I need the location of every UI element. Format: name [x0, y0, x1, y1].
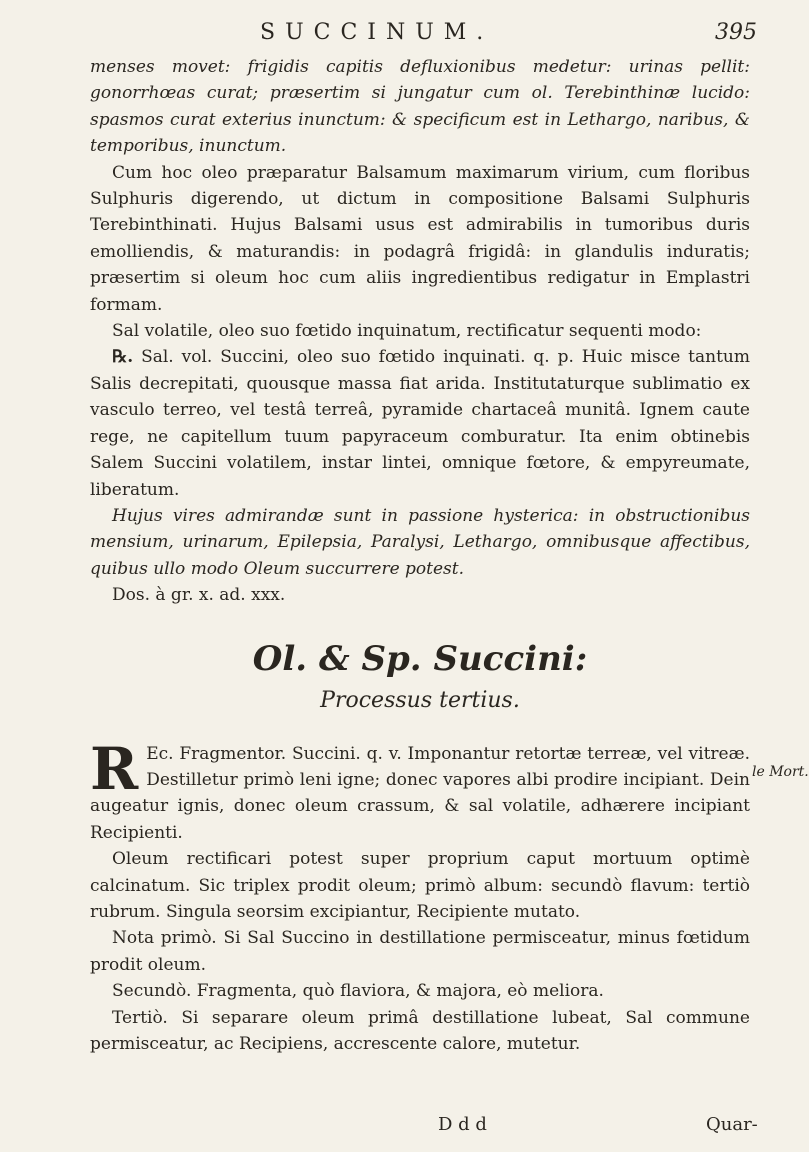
- process-first-paragraph: [90, 734, 750, 847]
- process-first-text: Ec. Fragmentor. Succini. q. v. Imponantur retortæ terreæ, vel vitreæ. Destilletur primò leni igne; donec vapores albi prodire incipiant. Dein augeatur ignis, donec oleum crassum, & sal volatile, adhærere incipiant Recipienti.: [90, 743, 750, 843]
- note-first-paragraph: Nota primò. Si Sal Succino in destillatione permisceatur, minus fœtidum prodit oleum.: [90, 928, 750, 975]
- running-header: [0, 16, 800, 56]
- note-second-paragraph: Secundò. Fragmenta, quò flaviora, & majora, eò meliora.: [112, 981, 604, 1002]
- running-title: SUCCINUM.: [260, 20, 494, 45]
- virtues-paragraph: Hujus vires admirandæ sunt in passione hysterica: in obstructionibus mensium, urinarum, Epilepsia, Paralysi, Lethargo, omnibusque affectibus, quibus ullo modo Oleum succurrere potest.: [90, 505, 750, 579]
- dose-line: Dos. à gr. x. ad. xxx.: [112, 585, 286, 606]
- section-title: Ol. & Sp. Succini:: [252, 638, 588, 679]
- margin-note: le Mort.: [752, 764, 809, 780]
- catchword: Quar-: [706, 1114, 758, 1135]
- balsam-paragraph: Cum hoc oleo præparatur Balsamum maximarum virium, cum floribus Sulphuris digerendo, ut dictum in compositione Balsami Sulphuris Terebinthinati. Hujus Balsami usus est admirabilis in tumoribus duris emolliendis, & maturandis: in podagrâ frigidâ: in glandulis induratis; præsertim si oleum hoc cum aliis ingredientibus redigatur in Emplastri formam.: [90, 162, 750, 315]
- intro-paragraph: menses movet: frigidis capitis defluxionibus medetur: urinas pellit: gonorrhœas curat; præsertim si jungatur cum ol. Terebinthinæ lucido: spasmos curat exterius inunctum: & specificum est in Lethargo, naribus, & temporibus, inunctum.: [90, 57, 750, 157]
- salt-rectification-paragraph: Sal volatile, oleo suo fœtido inquinatum, rectificatur sequenti modo:: [112, 321, 702, 342]
- rectification-paragraph: Oleum rectificari potest super proprium caput mortuum optimè calcinatum. Sic triplex prodit oleum; primò album: secundò flavum: tertiò rubrum. Singula seorsim excipiantur, Recipiente mutato.: [90, 849, 750, 922]
- main-text: [90, 54, 750, 1057]
- note-third-paragraph: Tertiò. Si separare oleum primâ destillatione lubeat, Sal commune permisceatur, ac Recipiens, accrescente calore, mutetur.: [90, 1007, 750, 1054]
- signature-mark: D d d: [438, 1114, 487, 1135]
- recipe-symbol: ℞.: [112, 347, 134, 368]
- page-number: 395: [715, 20, 757, 45]
- drop-cap: R: [90, 734, 139, 803]
- recipe-paragraph: [90, 344, 750, 502]
- recipe-text: Sal. vol. Succini, oleo suo fœtido inquinati. q. p. Huic misce tantum Salis decrepitati, quousque massa fiat arida. Institutaturque sublimatio ex vasculo terreo, vel testâ terreâ, pyramide chartaceâ munitâ. Ignem caute rege, ne capitellum tuum papyraceum comburatur. Ita enim obtinebis Salem Succini volatilem, instar lintei, omnique fœtore, & empyreumate, liberatum.: [90, 347, 750, 500]
- section-subtitle: Processus tertius.: [320, 687, 520, 713]
